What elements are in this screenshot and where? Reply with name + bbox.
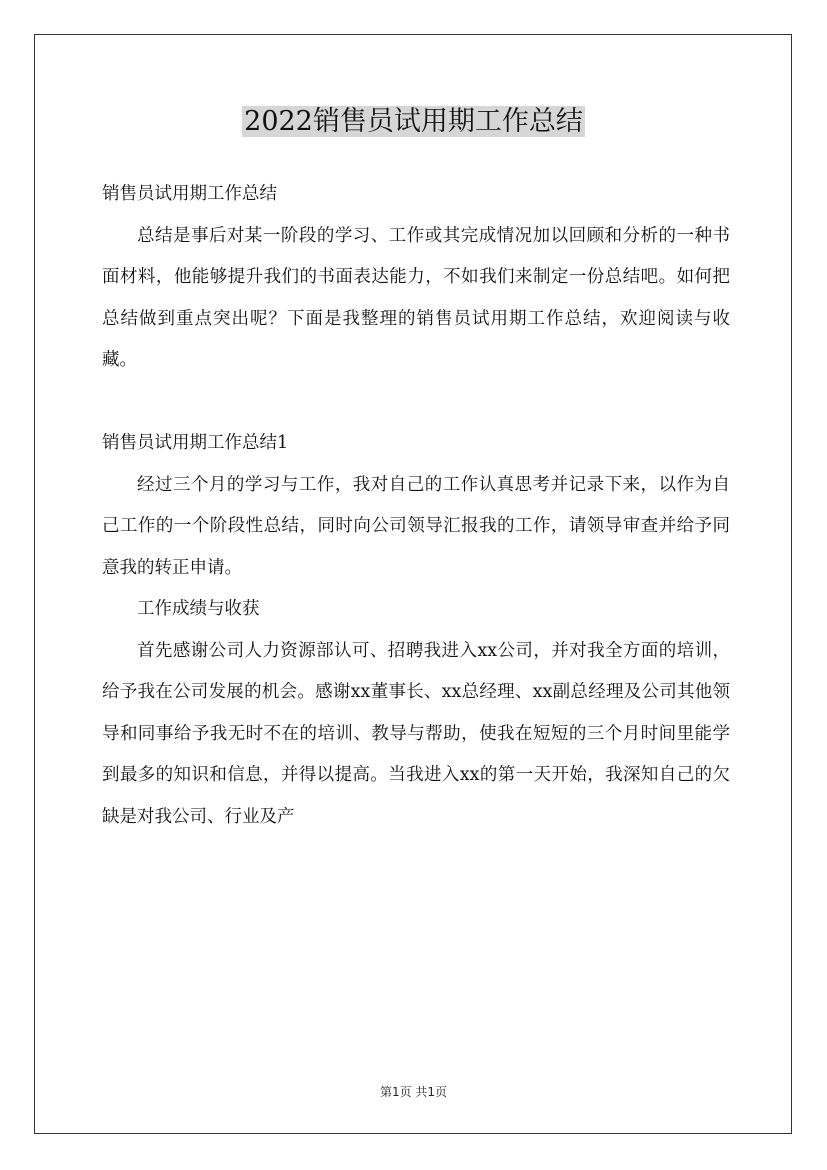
document-title [0, 102, 827, 142]
subheading: 工作成绩与收获 [137, 599, 260, 619]
page-footer: 第1页 共1页 [379, 1085, 448, 1099]
document-title-text: 2022销售员试用期工作总结 [244, 106, 583, 137]
document-subtitle: 销售员试用期工作总结 [102, 184, 277, 204]
document-body [102, 174, 730, 838]
section-paragraph-1: 经过三个月的学习与工作，我对自己的工作认真思考并记录下来，以作为自己工作的一个阶段性总结，同时向公司领导汇报我的工作，请领导审查并给予同意我的转正申请。 [102, 474, 730, 578]
section-paragraph-2: 首先感谢公司人力资源部认可、招聘我进入xx公司，并对我全方面的培训，给予我在公司发展的机会。感谢xx董事长、xx总经理、xx副总经理及公司其他领导和同事给予我无时不在的培训、教导与帮助，使我在短短的三个月时间里能学到最多的知识和信息，并得以提高。当我进入xx的第一天开始，我深知自己的欠缺是对我公司、行业及产 [102, 640, 730, 827]
section-heading: 销售员试用期工作总结1 [102, 433, 289, 453]
intro-paragraph: 总结是事后对某一阶段的学习、工作或其完成情况加以回顾和分析的一种书面材料，他能够提升我们的书面表达能力，不如我们来制定一份总结吧。如何把总结做到重点突出呢？下面是我整理的销售员试用期工作总结，欢迎阅读与收藏。 [102, 225, 730, 370]
